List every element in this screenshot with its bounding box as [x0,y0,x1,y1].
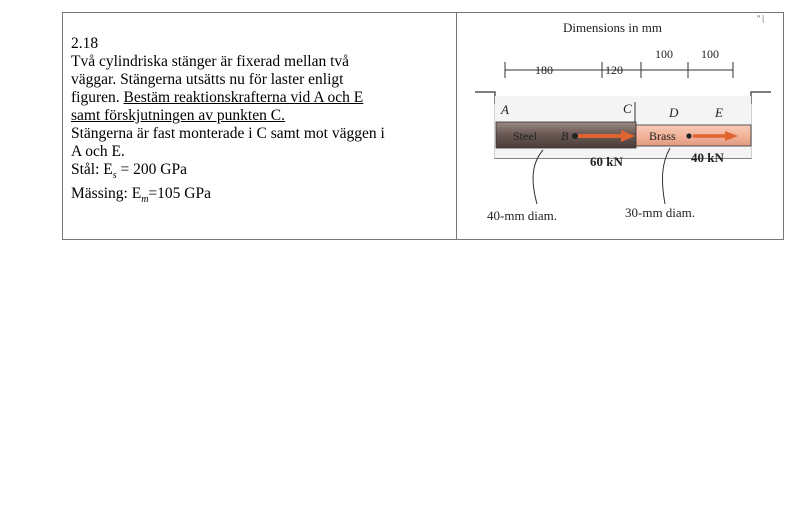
problem-number: 2.18 [71,35,99,52]
brass-label: Brass [649,129,676,143]
table-divider [456,13,457,239]
steel-label: Steel [513,129,537,143]
figure-title: Dimensions in mm [563,20,662,35]
problem-line-1: Två cylindriska stänger är fixerad mellan två [71,53,350,70]
rod-figure [465,14,781,239]
brass-modulus: Mässing: $E_m=105$ GPa [71,185,211,206]
dim-180-label: 180 [535,63,553,77]
label-b: B [561,129,569,143]
point-b-dot [572,133,578,139]
label-d: D [669,105,679,120]
label-a: A [501,102,509,117]
problem-line-5: Stängerna är fast monterade i C samt mot väggen i [71,125,385,142]
dim-120-label: 120 [605,63,623,77]
load-40-label: 40 kN [691,150,724,165]
brass-diam-label: 30-mm diam. [625,205,696,220]
steel-diam-label: 40-mm diam. [487,208,558,223]
problem-table [62,12,784,240]
problem-line-4: samt förskjutningen av punkten C. [71,107,285,124]
problem-line-3-plain: figuren. [71,89,124,106]
label-c: C [623,101,632,116]
dim-100b-label: 100 [701,47,719,61]
dim-100a-label: 100 [655,47,673,61]
load-60-label: 60 kN [590,154,623,169]
problem-line-3-underlined: Bestäm reaktionskrafterna vid A och E [123,89,364,106]
problem-line-3 [71,89,446,107]
label-e: E [715,105,723,120]
problem-line-6: A och E. [71,143,125,160]
steel-modulus: Stål: $E_s = 200$ GPa [71,161,187,182]
problem-line-2: väggar. Stängerna utsätts nu för laster enligt [71,71,344,88]
point-d-dot [686,133,691,138]
problem-text [71,35,446,209]
corner-mark: " | [757,14,764,23]
